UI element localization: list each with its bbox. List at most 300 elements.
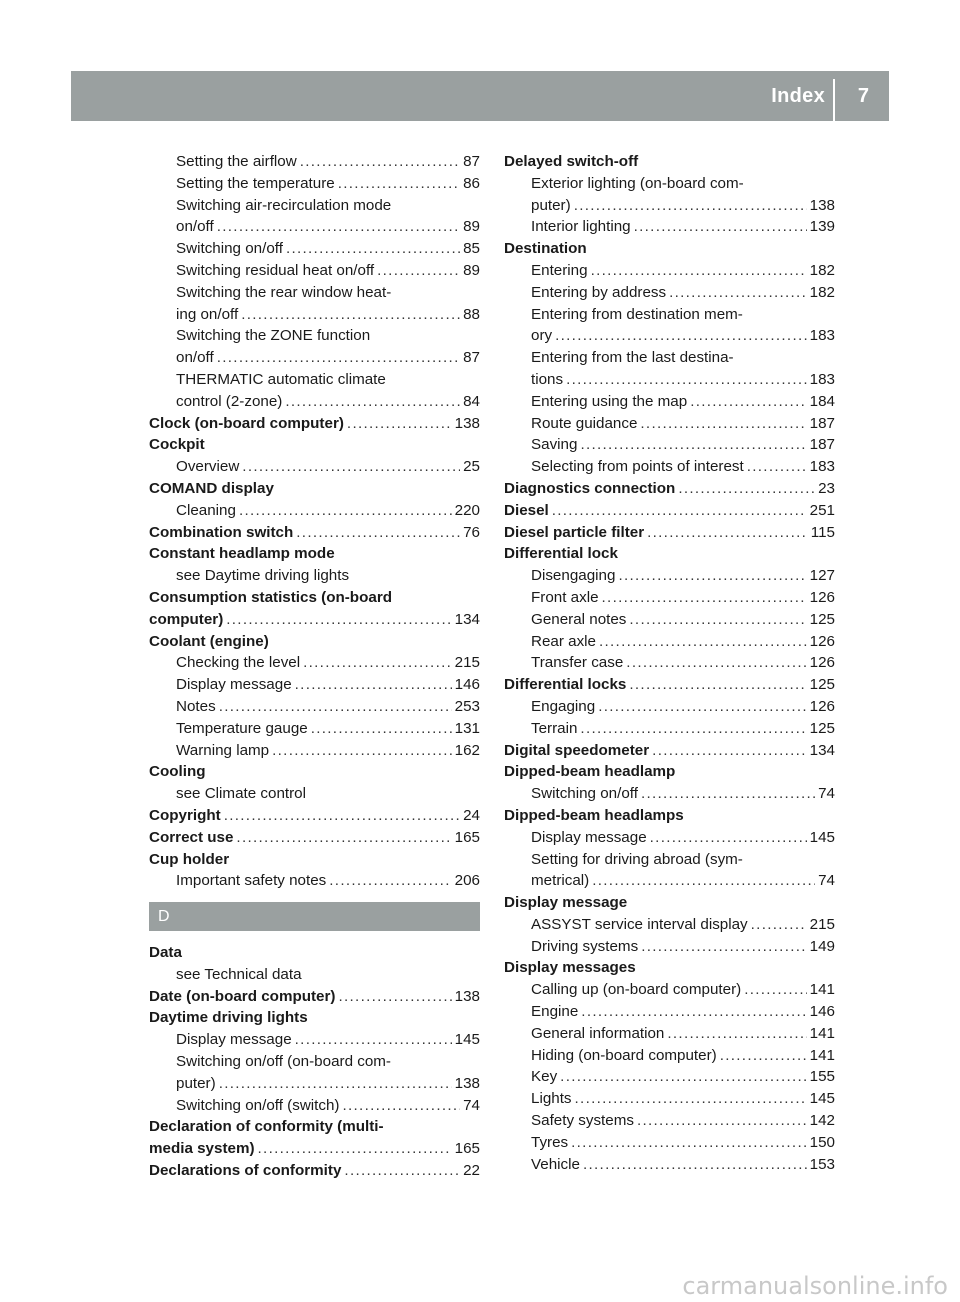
index-entry (149, 986, 480, 1008)
entry-text: Clock (on-board computer) (149, 414, 344, 432)
entry-page-number: 182 (809, 261, 835, 279)
dot-leader (239, 500, 452, 522)
dot-leader (583, 1154, 807, 1176)
dot-leader (591, 260, 807, 282)
index-subentry (504, 391, 835, 413)
index-entry (149, 849, 480, 871)
index-subentry (149, 1073, 480, 1095)
entry-page-number: 150 (809, 1133, 835, 1151)
entry-page-number: 125 (809, 676, 835, 694)
entry-text: Cup holder (149, 850, 230, 868)
dot-leader (747, 456, 807, 478)
entry-text: Hiding (on-board computer) (531, 1046, 717, 1064)
entry-page-number: 183 (809, 458, 835, 476)
entry-text: puter) (176, 1074, 216, 1092)
entry-text: Rear axle (531, 632, 596, 650)
entry-text: Calling up (on-board computer) (531, 981, 742, 999)
index-subentry (149, 282, 480, 304)
dot-leader (640, 413, 806, 435)
entry-text: Declaration of conformity (multi- (149, 1118, 384, 1136)
entry-text: Data (149, 944, 182, 962)
entry-text: Differential locks (504, 676, 627, 694)
index-entry (504, 761, 835, 783)
index-entry (149, 1007, 480, 1029)
entry-page-number: 142 (809, 1112, 835, 1130)
index-subentry (149, 1095, 480, 1117)
entry-page-number: 146 (809, 1003, 835, 1021)
index-subentry (149, 783, 480, 805)
entry-text: Checking the level (176, 654, 301, 672)
entry-text: Important safety notes (176, 872, 327, 890)
entry-page-number: 24 (463, 806, 480, 824)
index-subentry (504, 827, 835, 849)
dot-leader (690, 391, 806, 413)
dot-leader (344, 1160, 460, 1182)
entry-text: Display message (176, 676, 292, 694)
entry-text: General notes (531, 610, 627, 628)
dot-leader (581, 1001, 806, 1023)
entry-text: on/off (176, 218, 214, 236)
entry-text: Interior lighting (531, 218, 631, 236)
index-subentry (504, 1154, 835, 1176)
watermark: carmanualsonline.info (682, 1272, 948, 1300)
entry-page-number: 165 (454, 1140, 480, 1158)
index-subentry (504, 456, 835, 478)
entry-text: Daytime driving lights (149, 1009, 308, 1027)
dot-leader (580, 434, 806, 456)
dot-leader (626, 652, 806, 674)
dot-leader (744, 979, 806, 1001)
entry-text: Notes (176, 697, 216, 715)
index-entry (149, 543, 480, 565)
entry-text: Entering from the last destina- (531, 349, 734, 367)
dot-leader (571, 1132, 807, 1154)
index-subentry (149, 391, 480, 413)
entry-page-number: 134 (454, 610, 480, 628)
header-title: Index (771, 85, 825, 107)
index-subentry (504, 304, 835, 326)
index-subentry (504, 783, 835, 805)
entry-text: Front axle (531, 588, 599, 606)
entry-text: Route guidance (531, 414, 638, 432)
dot-leader (599, 631, 807, 653)
index-subentry (504, 325, 835, 347)
entry-text: Constant headlamp mode (149, 545, 335, 563)
entry-page-number: 131 (454, 719, 480, 737)
entry-page-number: 206 (454, 872, 480, 890)
entry-page-number: 125 (809, 719, 835, 737)
entry-text: Safety systems (531, 1112, 634, 1130)
entry-text: Differential lock (504, 545, 618, 563)
entry-text: Cockpit (149, 436, 205, 454)
index-subentry (149, 1029, 480, 1051)
dot-leader (300, 151, 460, 173)
entry-text: Saving (531, 436, 578, 454)
entry-text: metrical) (531, 872, 590, 890)
entry-page-number: 220 (454, 501, 480, 519)
entry-text: Switching on/off (switch) (176, 1096, 340, 1114)
entry-text: Driving systems (531, 937, 639, 955)
entry-text: Copyright (149, 806, 221, 824)
index-subentry (149, 740, 480, 762)
index-entry (149, 805, 480, 827)
index-subentry (149, 173, 480, 195)
dot-leader (219, 696, 452, 718)
index-subentry (504, 173, 835, 195)
index-entry (149, 1160, 480, 1182)
dot-leader (258, 1138, 452, 1160)
entry-text: see Technical data (176, 965, 302, 983)
index-subentry (504, 914, 835, 936)
entry-page-number: 155 (809, 1068, 835, 1086)
dot-leader (575, 1088, 807, 1110)
entry-page-number: 184 (809, 392, 835, 410)
dot-leader (629, 609, 806, 631)
entry-text: Switching the ZONE function (176, 327, 371, 345)
dot-leader (641, 783, 815, 805)
entry-text: Setting the airflow (176, 153, 297, 170)
index-entry (504, 740, 835, 762)
entry-text: Switching the rear window heat- (176, 283, 392, 301)
index-entry (149, 434, 480, 456)
dot-leader (342, 1095, 460, 1117)
index-subentry (504, 413, 835, 435)
dot-leader (641, 936, 806, 958)
entry-page-number: 138 (454, 987, 480, 1005)
index-subentry (149, 674, 480, 696)
entry-text: Dipped-beam headlamp (504, 763, 676, 781)
entry-text: Digital speedometer (504, 741, 650, 759)
index-subentry (149, 456, 480, 478)
entry-text: Selecting from points of interest (531, 458, 744, 476)
index-subentry (504, 652, 835, 674)
entry-text: Entering (531, 261, 588, 279)
dot-leader (598, 696, 806, 718)
dot-leader (272, 740, 452, 762)
entry-text: Switching on/off (on-board com- (176, 1053, 391, 1071)
dot-leader (242, 456, 460, 478)
index-entry (149, 478, 480, 500)
index-subentry (149, 260, 480, 282)
entry-page-number: 253 (454, 697, 480, 715)
dot-leader (560, 1066, 806, 1088)
entry-text: ing on/off (176, 305, 239, 323)
entry-text: see Daytime driving lights (176, 567, 350, 585)
entry-text: Setting for driving abroad (sym- (531, 850, 743, 868)
dot-leader (637, 1110, 807, 1132)
dot-leader (602, 587, 807, 609)
entry-page-number: 187 (809, 414, 835, 432)
dot-leader (751, 914, 807, 936)
index-subentry (149, 238, 480, 260)
index-subentry (149, 151, 480, 173)
entry-page-number: 22 (463, 1162, 480, 1180)
dot-leader (629, 674, 806, 696)
index-subentry (504, 195, 835, 217)
entry-text: Switching residual heat on/off (176, 261, 375, 279)
entry-page-number: 127 (809, 567, 835, 585)
entry-text: media system) (149, 1140, 255, 1158)
index-subentry (504, 1132, 835, 1154)
dot-leader (295, 674, 452, 696)
index-entry (504, 500, 835, 522)
entry-page-number: 125 (809, 610, 835, 628)
entry-page-number: 141 (809, 981, 835, 999)
section-letter-heading: D (149, 902, 480, 931)
entry-page-number: 153 (809, 1155, 835, 1173)
entry-text: Date (on-board computer) (149, 987, 336, 1005)
index-entry (504, 151, 835, 173)
index-subentry (149, 347, 480, 369)
entry-text: Lights (531, 1090, 572, 1108)
entry-page-number: 126 (809, 654, 835, 672)
dot-leader (592, 870, 815, 892)
entry-text: ASSYST service interval display (531, 915, 748, 933)
dot-leader (219, 1073, 452, 1095)
entry-page-number: 182 (809, 283, 835, 301)
index-subentry (504, 1110, 835, 1132)
index-subentry (504, 369, 835, 391)
entry-page-number: 165 (454, 828, 480, 846)
entry-page-number: 85 (463, 240, 480, 258)
entry-page-number: 146 (454, 676, 480, 694)
index-entry (149, 1138, 480, 1160)
entry-page-number: 141 (809, 1046, 835, 1064)
index-subentry (149, 216, 480, 238)
index-entry (504, 674, 835, 696)
entry-page-number: 145 (809, 1090, 835, 1108)
entry-text: computer) (149, 610, 224, 628)
dot-leader (236, 827, 451, 849)
entry-text: Switching on/off (531, 785, 638, 803)
entry-page-number: 76 (463, 523, 480, 541)
entry-text: Display message (504, 894, 628, 912)
index-subentry (149, 964, 480, 986)
entry-page-number: 74 (818, 785, 835, 803)
dot-leader (574, 195, 807, 217)
entry-text: Warning lamp (176, 741, 270, 759)
index-subentry (149, 870, 480, 892)
index-entry (149, 609, 480, 631)
entry-page-number: 215 (809, 915, 835, 933)
index-subentry (504, 870, 835, 892)
dot-leader (285, 391, 460, 413)
index-subentry (504, 1045, 835, 1067)
entry-page-number: 126 (809, 632, 835, 650)
entry-text: Temperature gauge (176, 719, 308, 737)
entry-page-number: 183 (809, 327, 835, 345)
dot-leader (329, 870, 451, 892)
entry-page-number: 89 (463, 218, 480, 236)
index-entry (504, 892, 835, 914)
entry-page-number: 138 (454, 1074, 480, 1092)
entry-text: General information (531, 1024, 665, 1042)
entry-text: Display message (176, 1031, 292, 1049)
index-entry (504, 543, 835, 565)
dot-leader (377, 260, 460, 282)
index-subentry (504, 216, 835, 238)
entry-text: ory (531, 327, 553, 345)
entry-page-number: 138 (454, 414, 480, 432)
entry-page-number: 87 (463, 349, 480, 367)
dot-leader (311, 718, 452, 740)
entry-text: Cleaning (176, 501, 236, 519)
entry-text: Disengaging (531, 567, 616, 585)
entry-text: Display messages (504, 959, 636, 977)
dot-leader (226, 609, 451, 631)
entry-text: Entering from destination mem- (531, 305, 743, 323)
dot-leader (224, 805, 460, 827)
index-entry (149, 631, 480, 653)
index-subentry (149, 718, 480, 740)
dot-leader (650, 827, 807, 849)
index-subentry (504, 979, 835, 1001)
index-subentry (149, 565, 480, 587)
dot-leader (652, 740, 806, 762)
entry-page-number: 141 (809, 1024, 835, 1042)
entry-text: Diesel particle filter (504, 523, 645, 541)
entry-text: Setting the temperature (176, 174, 335, 192)
dot-leader (286, 238, 460, 260)
index-subentry (504, 696, 835, 718)
entry-page-number: 126 (809, 697, 835, 715)
entry-page-number: 149 (809, 937, 835, 955)
entry-text: Key (531, 1068, 558, 1086)
index-column-left (149, 151, 480, 1182)
entry-text: Transfer case (531, 654, 624, 672)
entry-page-number: 74 (818, 872, 835, 890)
index-subentry (504, 1023, 835, 1045)
index-subentry (504, 1001, 835, 1023)
index-subentry (149, 1051, 480, 1073)
index-entry (149, 942, 480, 964)
entry-text: Destination (504, 240, 587, 258)
dot-leader (296, 522, 460, 544)
entry-page-number: 215 (454, 654, 480, 672)
index-subentry (504, 609, 835, 631)
entry-page-number: 88 (463, 305, 480, 323)
entry-text: see Climate control (176, 785, 306, 803)
dot-leader (580, 718, 806, 740)
entry-text: Terrain (531, 719, 578, 737)
entry-text: Cooling (149, 763, 206, 781)
entry-text: Correct use (149, 828, 234, 846)
dot-leader (634, 216, 807, 238)
entry-page-number: 89 (463, 261, 480, 279)
dot-leader (338, 986, 451, 1008)
dot-leader (678, 478, 815, 500)
dot-leader (303, 652, 452, 674)
entry-text: Diagnostics connection (504, 479, 676, 497)
entry-page-number: 23 (818, 479, 835, 497)
entry-text: Exterior lighting (on-board com- (531, 174, 744, 192)
index-entry (149, 761, 480, 783)
dot-leader (555, 325, 807, 347)
index-subentry (504, 936, 835, 958)
index-entry (149, 1116, 480, 1138)
entry-text: COMAND display (149, 479, 274, 497)
entry-page-number: 25 (463, 458, 480, 476)
index-column-right (504, 151, 835, 1175)
index-entry (504, 478, 835, 500)
entry-page-number: 134 (809, 741, 835, 759)
entry-text: Vehicle (531, 1155, 580, 1173)
index-subentry (504, 1066, 835, 1088)
dot-leader (667, 1023, 806, 1045)
index-entry (504, 805, 835, 827)
dot-leader (618, 565, 806, 587)
entry-text: on/off (176, 349, 214, 367)
index-subentry (504, 260, 835, 282)
entry-text: Overview (176, 458, 240, 476)
dot-leader (241, 304, 460, 326)
entry-page-number: 145 (809, 828, 835, 846)
entry-page-number: 183 (809, 370, 835, 388)
entry-text: Entering using the map (531, 392, 688, 410)
entry-text: Engaging (531, 697, 596, 715)
header-divider (833, 79, 835, 121)
index-subentry (504, 282, 835, 304)
entry-page-number: 145 (454, 1031, 480, 1049)
dot-leader (566, 369, 807, 391)
index-entry (504, 957, 835, 979)
entry-text: Entering by address (531, 283, 667, 301)
entry-page-number: 87 (463, 153, 480, 170)
index-subentry (149, 696, 480, 718)
entry-page-number: 187 (809, 436, 835, 454)
entry-text: puter) (531, 196, 571, 214)
entry-page-number: 126 (809, 588, 835, 606)
entry-text: Switching air-recirculation mode (176, 196, 392, 214)
entry-page-number: 162 (454, 741, 480, 759)
index-subentry (504, 565, 835, 587)
index-subentry (504, 1088, 835, 1110)
index-subentry (504, 587, 835, 609)
entry-text: Display message (531, 828, 647, 846)
entry-page-number: 115 (810, 523, 835, 541)
index-subentry (149, 500, 480, 522)
entry-page-number: 251 (809, 501, 835, 519)
index-subentry (149, 195, 480, 217)
dot-leader (217, 216, 460, 238)
entry-text: control (2-zone) (176, 392, 283, 410)
entry-text: Coolant (engine) (149, 632, 269, 650)
dot-leader (669, 282, 807, 304)
entry-text: THERMATIC automatic climate (176, 370, 386, 388)
dot-leader (347, 413, 452, 435)
index-subentry (504, 434, 835, 456)
dot-leader (217, 347, 460, 369)
entry-text: Dipped-beam headlamps (504, 806, 684, 824)
dot-leader (295, 1029, 452, 1051)
index-subentry (149, 369, 480, 391)
index-entry (504, 238, 835, 260)
dot-leader (338, 173, 460, 195)
index-entry (149, 587, 480, 609)
index-subentry (149, 652, 480, 674)
index-entry (504, 522, 835, 544)
entry-text: Consumption statistics (on-board (149, 588, 392, 606)
index-subentry (504, 849, 835, 871)
entry-text: Combination switch (149, 523, 294, 541)
index-subentry (504, 347, 835, 369)
entry-text: Diesel (504, 501, 549, 519)
entry-page-number: 139 (809, 218, 835, 236)
entry-page-number: 74 (463, 1096, 480, 1114)
entry-page-number: 138 (809, 196, 835, 214)
index-entry (149, 522, 480, 544)
index-entry (149, 413, 480, 435)
